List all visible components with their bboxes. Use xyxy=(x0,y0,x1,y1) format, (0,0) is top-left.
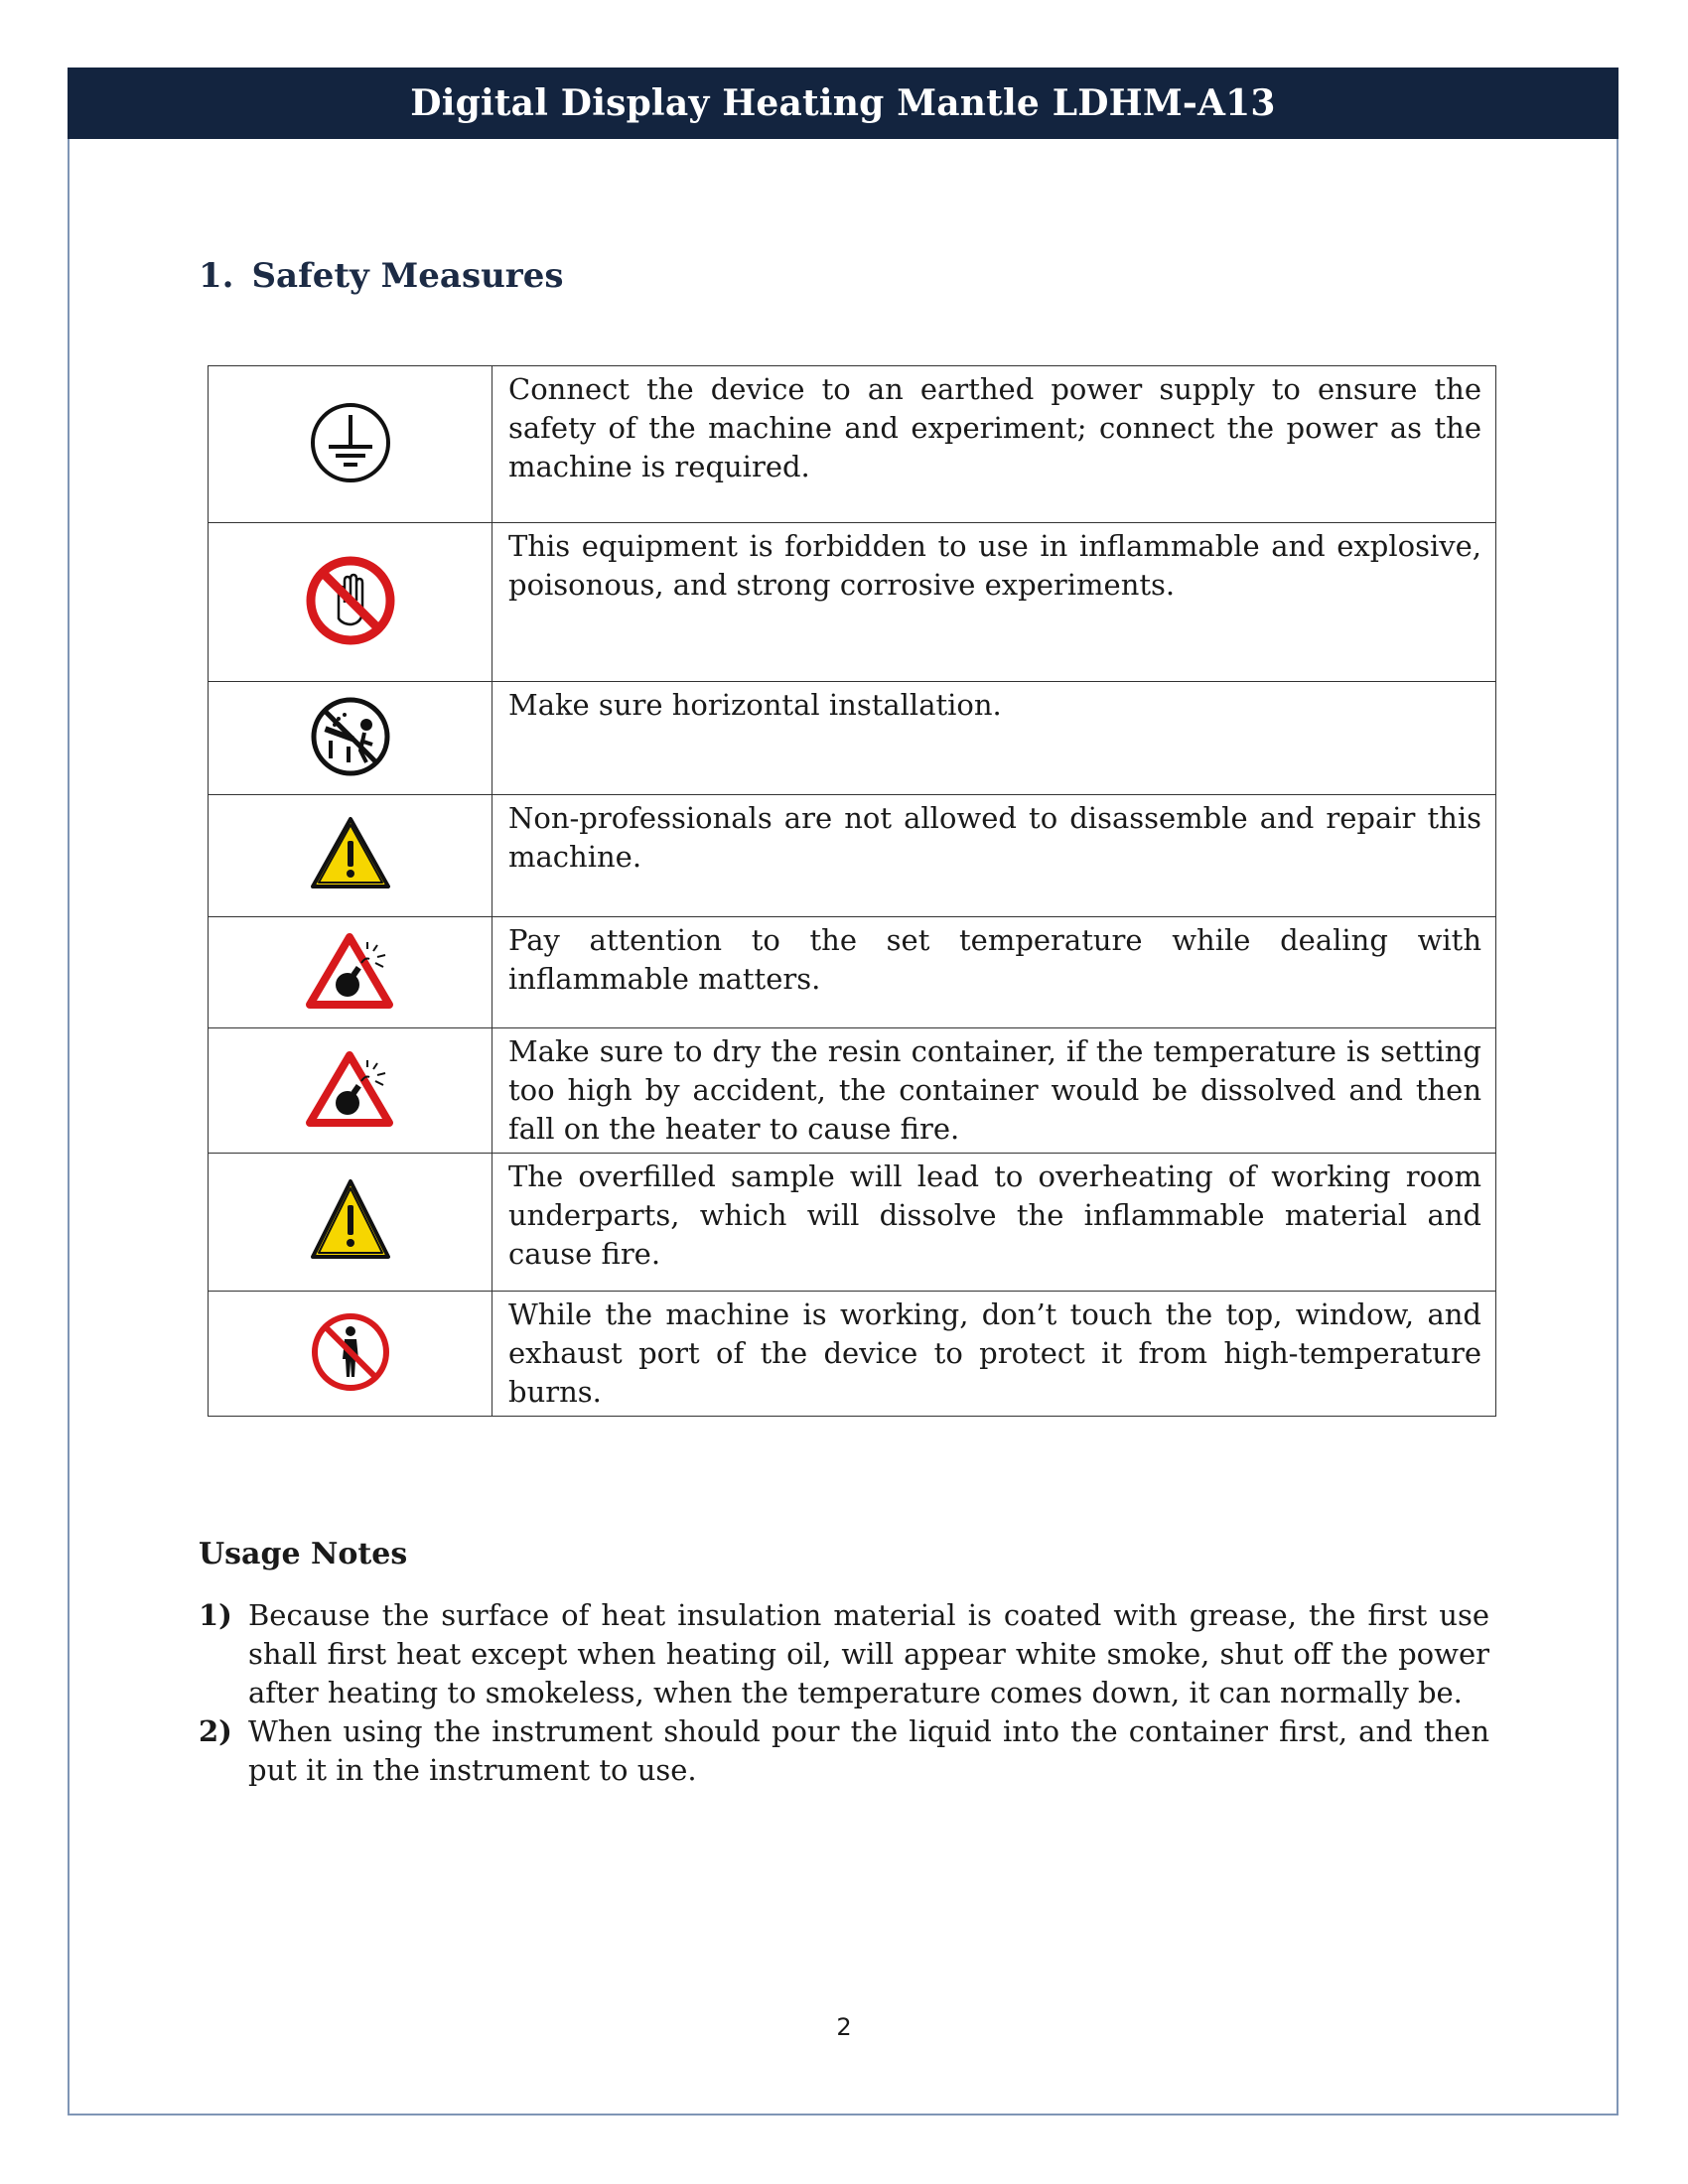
list-item xyxy=(199,1596,1489,1712)
section-title: Safety Measures xyxy=(251,256,564,296)
table-row xyxy=(209,1154,1496,1292)
page-number: 2 xyxy=(836,2013,852,2041)
warning-icon xyxy=(309,1177,392,1263)
safety-table xyxy=(208,365,1496,1417)
table-row xyxy=(209,366,1496,523)
icon-cell xyxy=(209,366,492,523)
earth-ground-icon xyxy=(309,401,392,484)
list-item-text: When using the instrument should pour the liquid into the container first, and then put it in the instrument to use. xyxy=(248,1714,1489,1787)
table-row xyxy=(209,682,1496,795)
document-header xyxy=(68,68,1618,139)
table-row xyxy=(209,523,1496,682)
table-row xyxy=(209,795,1496,917)
icon-cell xyxy=(209,523,492,682)
table-row xyxy=(209,1292,1496,1417)
list-item xyxy=(199,1712,1489,1790)
prohibited-hand-icon xyxy=(305,555,396,646)
warning-icon xyxy=(309,815,392,892)
no-tilt-icon xyxy=(309,695,392,778)
safety-text: Make sure horizontal installation. xyxy=(492,682,1496,795)
safety-text: This equipment is forbidden to use in inflammable and explosive, poisonous, and strong corrosive experiments. xyxy=(492,523,1496,682)
table-row xyxy=(209,1028,1496,1154)
safety-text: While the machine is working, don’t touch the top, window, and exhaust port of the device to protect it from high-temperature burns. xyxy=(492,1292,1496,1417)
safety-text: Connect the device to an earthed power supply to ensure the safety of the machine and experiment; connect the power as the machine is required. xyxy=(492,366,1496,523)
no-touch-person-icon xyxy=(310,1311,391,1393)
document-title: Digital Display Heating Mantle LDHM-A13 xyxy=(410,82,1276,124)
usage-notes-heading: Usage Notes xyxy=(199,1537,408,1571)
icon-cell xyxy=(209,795,492,917)
list-marker: 1) xyxy=(199,1598,232,1632)
usage-notes-list xyxy=(199,1596,1489,1790)
icon-cell xyxy=(209,917,492,1028)
icon-cell xyxy=(209,1154,492,1292)
explosive-warning-icon xyxy=(306,933,395,1009)
safety-text: Make sure to dry the resin container, if the temperature is setting too high by accident, the container would be dissolved and then fall on the heater to cause fire. xyxy=(492,1028,1496,1154)
explosive-warning-icon xyxy=(306,1051,395,1127)
safety-text: Non-professionals are not allowed to disassemble and repair this machine. xyxy=(492,795,1496,917)
section-heading xyxy=(199,256,564,296)
icon-cell xyxy=(209,1028,492,1154)
icon-cell xyxy=(209,1292,492,1417)
safety-text: Pay attention to the set temperature while dealing with inflammable matters. xyxy=(492,917,1496,1028)
safety-text: The overfilled sample will lead to overheating of working room underparts, which will dissolve the inflammable material and cause fire. xyxy=(492,1154,1496,1292)
section-number: 1. xyxy=(199,256,234,296)
icon-cell xyxy=(209,682,492,795)
table-row xyxy=(209,917,1496,1028)
list-item-text: Because the surface of heat insulation material is coated with grease, the first use shall first heat except when heating oil, will appear white smoke, shut off the power after heating to smokeless, when the temperature comes down, it can normally be. xyxy=(248,1598,1489,1709)
list-marker: 2) xyxy=(199,1714,232,1748)
